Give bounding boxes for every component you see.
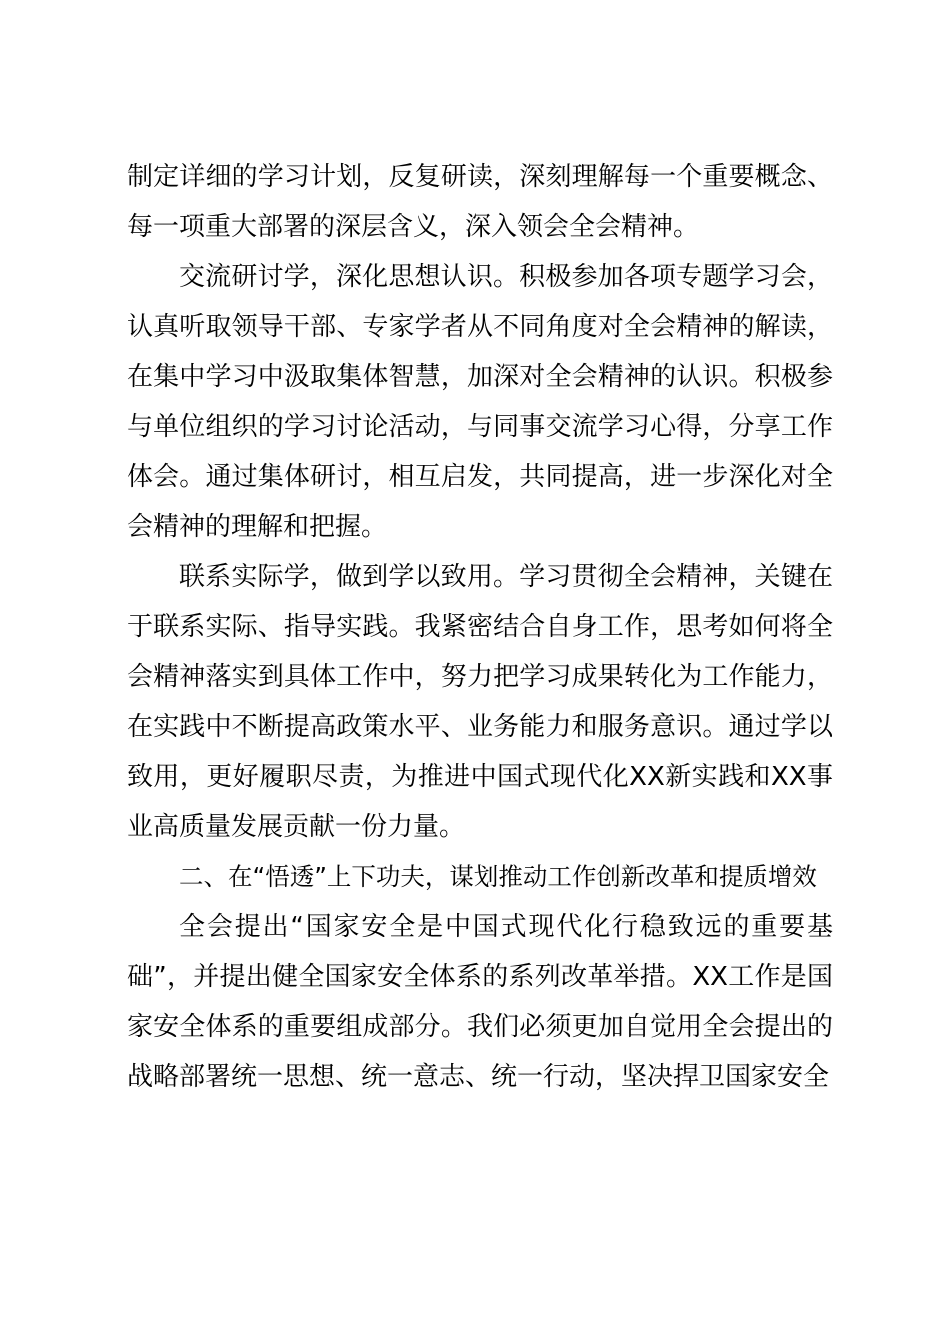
paragraph-exchange-discussion: 交流研讨学，深化思想认识。积极参加各项专题学习会，认真听取领导干部、专家学者从不同角度对全会精神的解读，在集中学习中汲取集体智慧，加深对全会精神的认识。积极参与单位组织的学习讨论活动，与同事交流学习心得，分享工作体会。通过集体研讨，相互启发，共同提高，进一步深化对全会精神的理解和把握。 — [127, 262, 833, 542]
paragraph-national-security: 全会提出“国家安全是中国式现代化行稳致远的重要基础”，并提出健全国家安全体系的系列改革举措。XX工作是国家安全体系的重要组成部分。我们必须更加自觉用全会提出的战略部署统一思想、统一意志、统一行动，坚决捍卫国家安全 — [127, 912, 833, 1092]
paragraph-continuation: 制定详细的学习计划，反复研读，深刻理解每一个重要概念、每一项重大部署的深层含义，深入领会全会精神。 — [127, 162, 833, 242]
document-body — [127, 152, 833, 1102]
section-heading-two: 二、在“悟透”上下功夫，谋划推动工作创新改革和提质增效 — [179, 862, 817, 891]
paragraph-practical-learning: 联系实际学，做到学以致用。学习贯彻全会精神，关键在于联系实际、指导实践。我紧密结合自身工作，思考如何将全会精神落实到具体工作中，努力把学习成果转化为工作能力，在实践中不断提高政策水平、业务能力和服务意识。通过学以致用，更好履职尽责，为推进中国式现代化XX新实践和XX事业高质量发展贡献一份力量。 — [127, 562, 833, 842]
